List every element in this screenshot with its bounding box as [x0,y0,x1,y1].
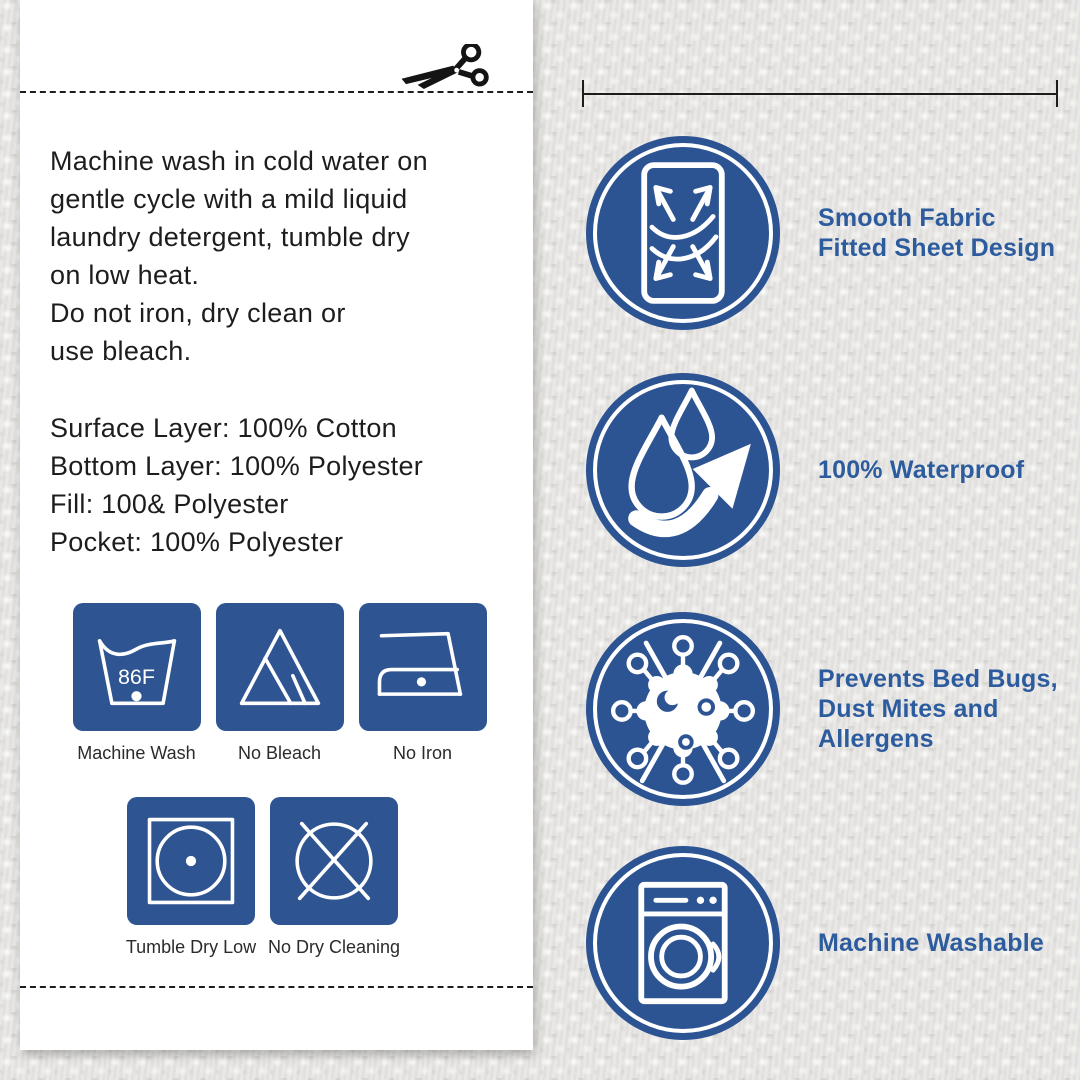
scissors-icon [401,44,497,94]
care-symbol-tumble-dry-low [127,797,255,958]
feature-label: Machine Washable [818,929,1044,957]
materials-line: Bottom Layer: 100% Polyester [50,451,424,481]
machine-wash-icon [73,603,201,731]
feature-waterproof [586,373,1024,567]
care-instructions-line: gentle cycle with a mild liquid [50,184,408,214]
care-symbols-grid [20,603,533,958]
care-symbol-no-bleach [216,603,344,764]
tumble-dry-low-icon [127,797,255,925]
measure-end-tick [1056,80,1058,107]
wash-temp-text: 86F [117,664,155,689]
care-symbol-label: Machine Wash [77,743,196,763]
care-instructions [50,142,428,370]
anti-allergen-icon [586,612,780,806]
machine-washable-icon [586,846,780,1040]
waterproof-icon [586,373,780,567]
care-symbols-row-2 [125,797,401,958]
width-measure-line [582,80,1058,107]
care-instructions-line: on low heat. [50,260,200,290]
care-instructions-line: Machine wash in cold water on [50,146,428,176]
materials-line: Pocket: 100% Polyester [50,527,344,557]
no-iron-icon [359,603,487,731]
feature-label: Prevents Bed Bugs, Dust Mites and Allergens [818,665,1058,753]
measure-bar [584,93,1056,95]
no-bleach-icon [216,603,344,731]
care-instructions-line: laundry detergent, tumble dry [50,222,410,252]
feature-machine-washable [586,846,1044,1040]
care-symbol-machine-wash [73,603,201,764]
fitted-sheet-icon [586,136,780,330]
care-symbol-no-iron [359,603,487,764]
care-symbols-row-1 [73,603,487,764]
care-instructions-line: Do not iron, dry clean or [50,298,346,328]
care-symbol-label: Tumble Dry Low [125,937,257,957]
care-symbol-no-dry-cleaning [267,797,401,958]
no-dry-cleaning-icon [270,797,398,925]
materials-line: Fill: 100& Polyester [50,489,289,519]
care-symbol-label: No Bleach [237,743,322,763]
materials-line: Surface Layer: 100% Cotton [50,413,398,443]
feature-fitted-sheet [586,136,1055,330]
feature-label: 100% Waterproof [818,456,1025,484]
care-symbol-label: No Iron [392,743,453,763]
care-label-card [20,0,533,1050]
care-symbol-label: No Dry Cleaning [267,937,401,957]
feature-anti-allergen [586,612,1058,806]
feature-label: Smooth Fabric Fitted Sheet Design [818,204,1056,262]
care-instructions-line: use bleach. [50,336,192,366]
cut-line-bottom [20,986,533,988]
materials-list [50,409,423,561]
